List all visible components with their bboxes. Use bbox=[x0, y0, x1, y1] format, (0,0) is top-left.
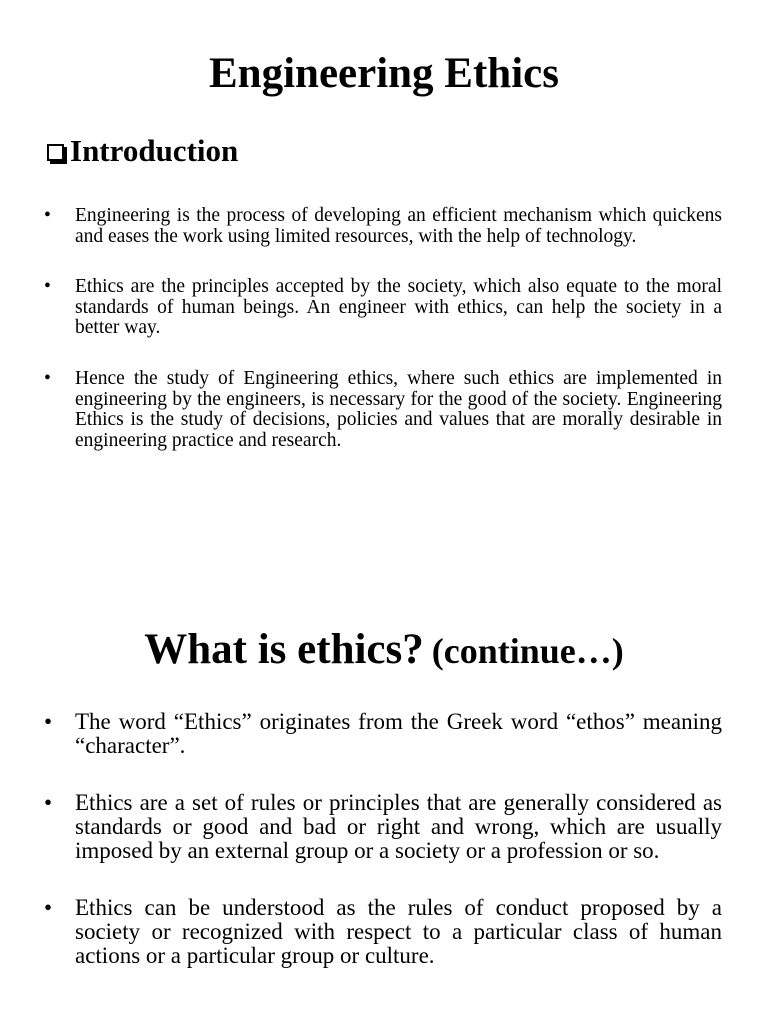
slide-title-main: What is ethics? bbox=[144, 626, 424, 673]
bullet-item bbox=[44, 895, 722, 968]
slide-what-is-ethics bbox=[0, 500, 768, 1024]
bullet-item bbox=[44, 790, 722, 863]
slide-title-continuation: (continue…) bbox=[431, 631, 624, 671]
bullet-text: Hence the study of Engineering ethics, where such ethics are implemented in engineering by the engineers, is necessary for the good of the society. Engineering Ethics is the study of decisions, policies and values that are morally desirable in engineering practice and research. bbox=[75, 367, 722, 451]
bullet-icon: • bbox=[44, 276, 51, 298]
bullet-text: Ethics can be understood as the rules of conduct proposed by a society or recognized with respect to a particular class of human actions or a particular group or culture. bbox=[75, 895, 722, 968]
bullet-item bbox=[44, 205, 722, 247]
slide-title bbox=[0, 622, 768, 680]
bullet-item bbox=[44, 367, 722, 451]
bullet-icon: • bbox=[44, 895, 53, 920]
bullet-icon: • bbox=[44, 367, 51, 389]
section-heading-label: Introduction bbox=[70, 133, 239, 168]
bullet-text: Ethics are the principles accepted by the society, which also equate to the moral standards of human beings. An engineer with ethics, can help the society in a better way. bbox=[75, 276, 722, 339]
bullet-icon: • bbox=[44, 709, 53, 734]
bullet-text: Engineering is the process of developing an efficient mechanism which quickens and eases the work using limited resources, with the help of technology. bbox=[75, 205, 722, 247]
bullet-icon: • bbox=[44, 205, 51, 226]
ethics-bullet-list bbox=[0, 710, 768, 1001]
section-heading-introduction bbox=[47, 132, 238, 170]
slide-engineering-ethics bbox=[0, 0, 768, 500]
slide-title: Engineering Ethics bbox=[208, 50, 559, 97]
bullet-item bbox=[44, 276, 722, 339]
checkbox-square-icon bbox=[47, 144, 64, 161]
bullet-text: Ethics are a set of rules or principles that are generally considered as standards or good and bad or right and wrong, which are usually imposed by an external group or a society or a profession or so. bbox=[75, 790, 722, 863]
introduction-bullet-list bbox=[0, 206, 768, 481]
bullet-item bbox=[44, 709, 722, 758]
bullet-text: The word “Ethics” originates from the Greek word “ethos” meaning “character”. bbox=[75, 709, 722, 758]
bullet-icon: • bbox=[44, 790, 53, 815]
